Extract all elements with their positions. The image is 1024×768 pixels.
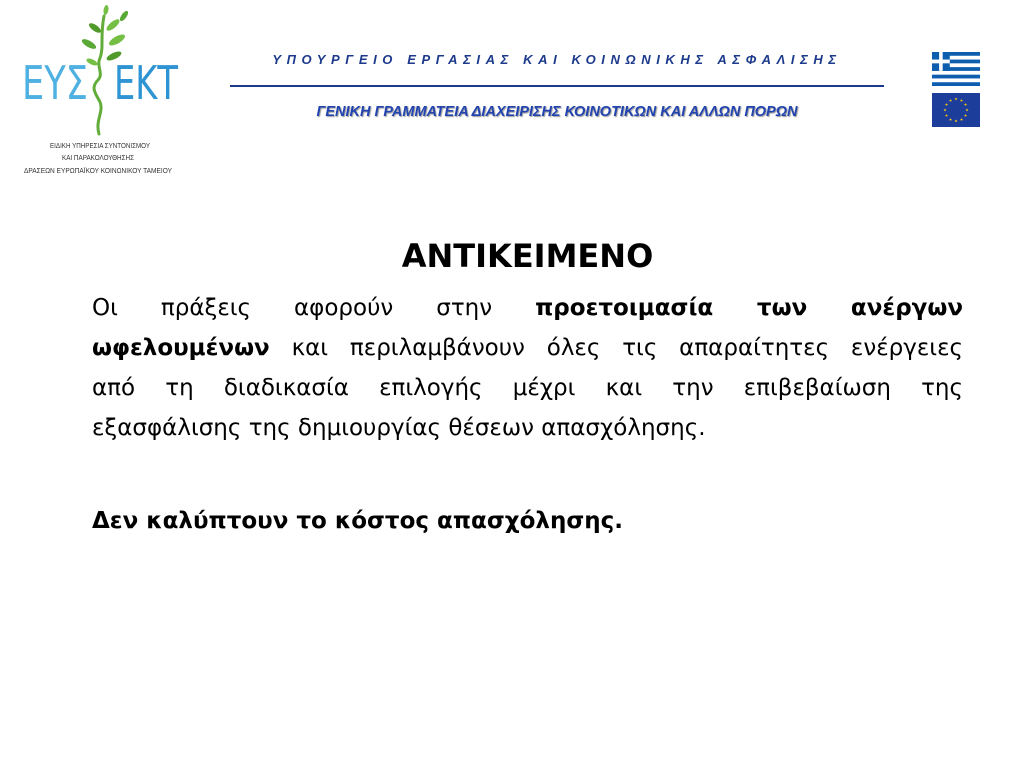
slide-note: Δεν καλύπτουν το κόστος απασχόλησης. xyxy=(92,508,623,534)
logo-mark-right: ΕΚΤ xyxy=(114,56,179,110)
header-divider xyxy=(230,85,884,87)
eysekt-logo xyxy=(0,0,200,185)
slide-title: ΑΝΤΙΚΕΙΜΕΝΟ xyxy=(401,237,654,275)
paragraph-text: Οι πράξεις αφορούν στην xyxy=(92,295,493,321)
logo-mark-left: ΕΥΣ xyxy=(22,56,88,110)
logo-subtitle-line: ΔΡΑΣΕΩΝ ΕΥΡΩΠΑΪΚΟΥ ΚΟΙΝΩΝΙΚΟΥ ΤΑΜΕΙΟΥ xyxy=(24,166,172,175)
logo-subtitle-line: ΚΑΙ ΠΑΡΑΚΟΛΟΥΘΗΣΗΣ xyxy=(62,153,135,162)
slide-paragraph xyxy=(92,288,963,448)
ministry-title: ΥΠΟΥΡΓΕΙΟ ΕΡΓΑΣΙΑΣ ΚΑΙ ΚΟΙΝΩΝΙΚΗΣ ΑΣΦΑΛΙΣΗΣ xyxy=(272,52,842,67)
paragraph-text: από τη διαδικασία επιλογής μέχρι και την επιβεβαίωση της xyxy=(92,375,963,401)
paragraph-text: και περιλαμβάνουν όλες τις απαραίτητες ενέργειες xyxy=(291,335,963,361)
paragraph-line xyxy=(92,368,963,408)
paragraph-emphasis: ωφελουμένων xyxy=(92,335,270,361)
greek-flag-icon xyxy=(932,52,980,86)
paragraph-text: εξασφάλισης της δημιουργίας θέσεων απασχόλησης. xyxy=(92,415,706,441)
paragraph-line xyxy=(92,288,963,328)
paragraph-line xyxy=(92,408,963,448)
eu-flag-icon xyxy=(932,93,980,127)
paragraph-emphasis: προετοιμασία των ανέργων xyxy=(535,295,963,321)
secretariat-title: ΓΕΝΙΚΗ ΓΡΑΜΜΑΤΕΙΑ ΔΙΑΧΕΙΡΙΣΗΣ ΚΟΙΝΟΤΙΚΩΝ ΚΑΙ ΑΛΛΩΝ ΠΟΡΩΝ xyxy=(316,104,798,120)
paragraph-line xyxy=(92,328,963,368)
logo-subtitle-line: ΕΙΔΙΚΗ ΥΠΗΡΕΣΙΑ ΣΥΝΤΟΝΙΣΜΟΥ xyxy=(50,141,150,150)
